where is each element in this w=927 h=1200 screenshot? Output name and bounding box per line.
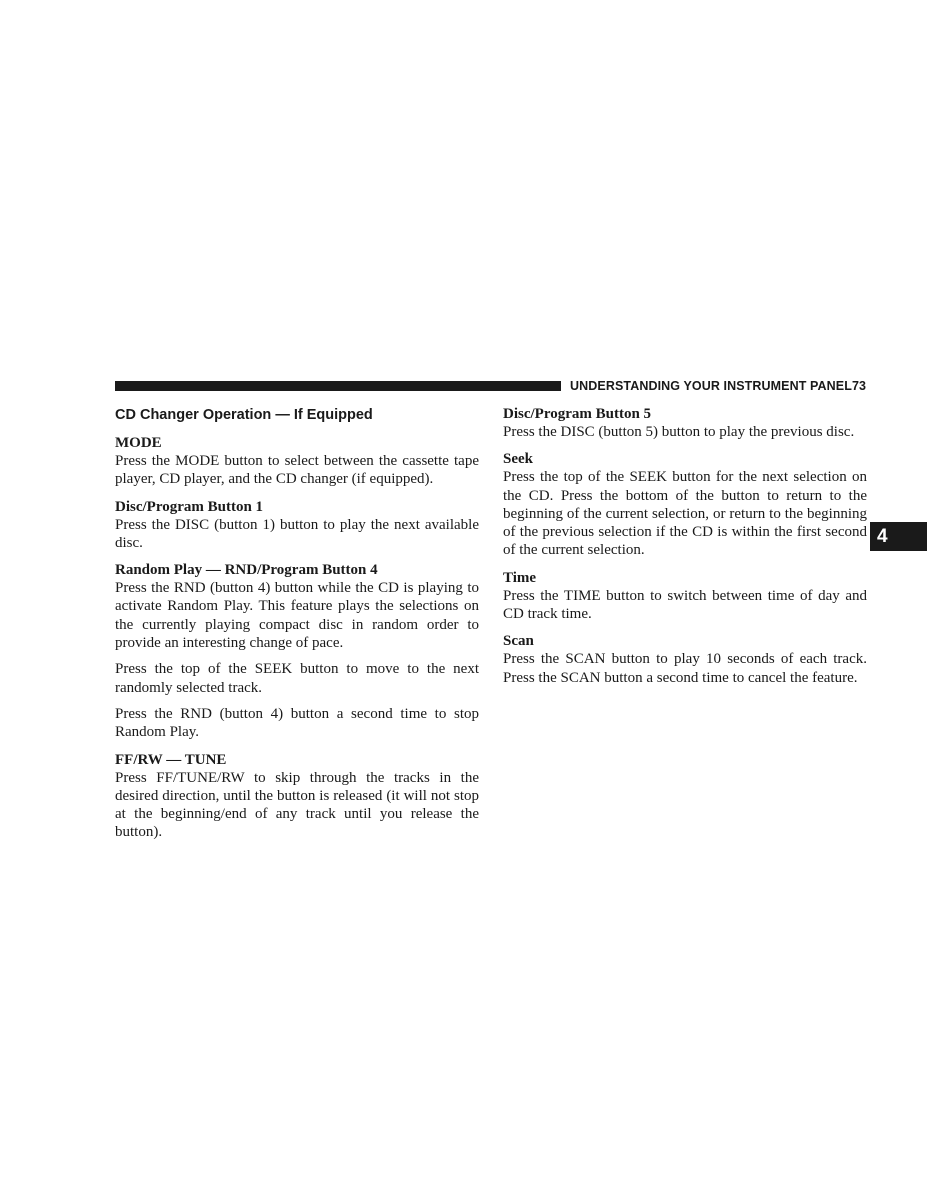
scan-block — [503, 632, 867, 687]
running-header-title: UNDERSTANDING YOUR INSTRUMENT PANEL — [570, 379, 852, 393]
mode-block — [115, 434, 479, 489]
random-text-3: Press the RND (button 4) button a second time to stop Random Play. — [115, 705, 479, 741]
time-text: Press the TIME button to switch between time of day and CD track time. — [503, 587, 867, 623]
random-text-2: Press the top of the SEEK button to move to the next randomly selected track. — [115, 661, 479, 696]
page-number: 73 — [852, 379, 866, 393]
random-heading: Random Play — RND/Program Button 4 — [115, 562, 378, 579]
left-column — [115, 405, 479, 851]
button1-text: Press the DISC (button 1) button to play the next available disc. — [115, 516, 479, 551]
random-block — [115, 561, 479, 741]
button5-text: Press the DISC (button 5) button to play the previous disc. — [503, 424, 855, 440]
seek-heading: Seek — [503, 451, 533, 468]
scan-heading: Scan — [503, 633, 534, 650]
time-block — [503, 569, 867, 624]
section-title: CD Changer Operation — If Equipped — [115, 407, 373, 423]
header-rule — [115, 381, 561, 391]
chapter-tab: 4 — [870, 522, 927, 551]
button1-heading: Disc/Program Button 1 — [115, 498, 264, 515]
mode-heading: MODE — [115, 435, 162, 451]
ffrw-text: Press FF/TUNE/RW to skip through the tracks in the desired direction, until the button is released (it will not stop at the beginning/end of any track until you release the button). — [115, 769, 479, 841]
time-heading: Time — [503, 569, 537, 586]
ffrw-block — [115, 751, 479, 842]
button5-block — [503, 405, 867, 441]
scan-text: Press the SCAN button to play 10 seconds of each track. Press the SCAN button a second time to cancel the feature. — [503, 651, 867, 686]
mode-text: Press the MODE button to select between the cassette tape player, CD player, and the CD changer (if equipped). — [115, 453, 479, 488]
button5-heading: Disc/Program Button 5 — [503, 406, 652, 422]
seek-block — [503, 450, 867, 559]
button1-block — [115, 498, 479, 553]
ffrw-heading: FF/RW — TUNE — [115, 751, 227, 768]
right-column — [503, 405, 867, 696]
random-text-1: Press the RND (button 4) button while the CD is playing to activate Random Play. This feature plays the selections on the currently playing compact disc in random order to provide an interesting change of pace. — [115, 580, 479, 652]
seek-text: Press the top of the SEEK button for the next selection on the CD. Press the bottom of the button to return to the beginning of the current selection, or return to the beginning of the previous selection if the CD is within the first second of the current selection. — [503, 469, 867, 559]
